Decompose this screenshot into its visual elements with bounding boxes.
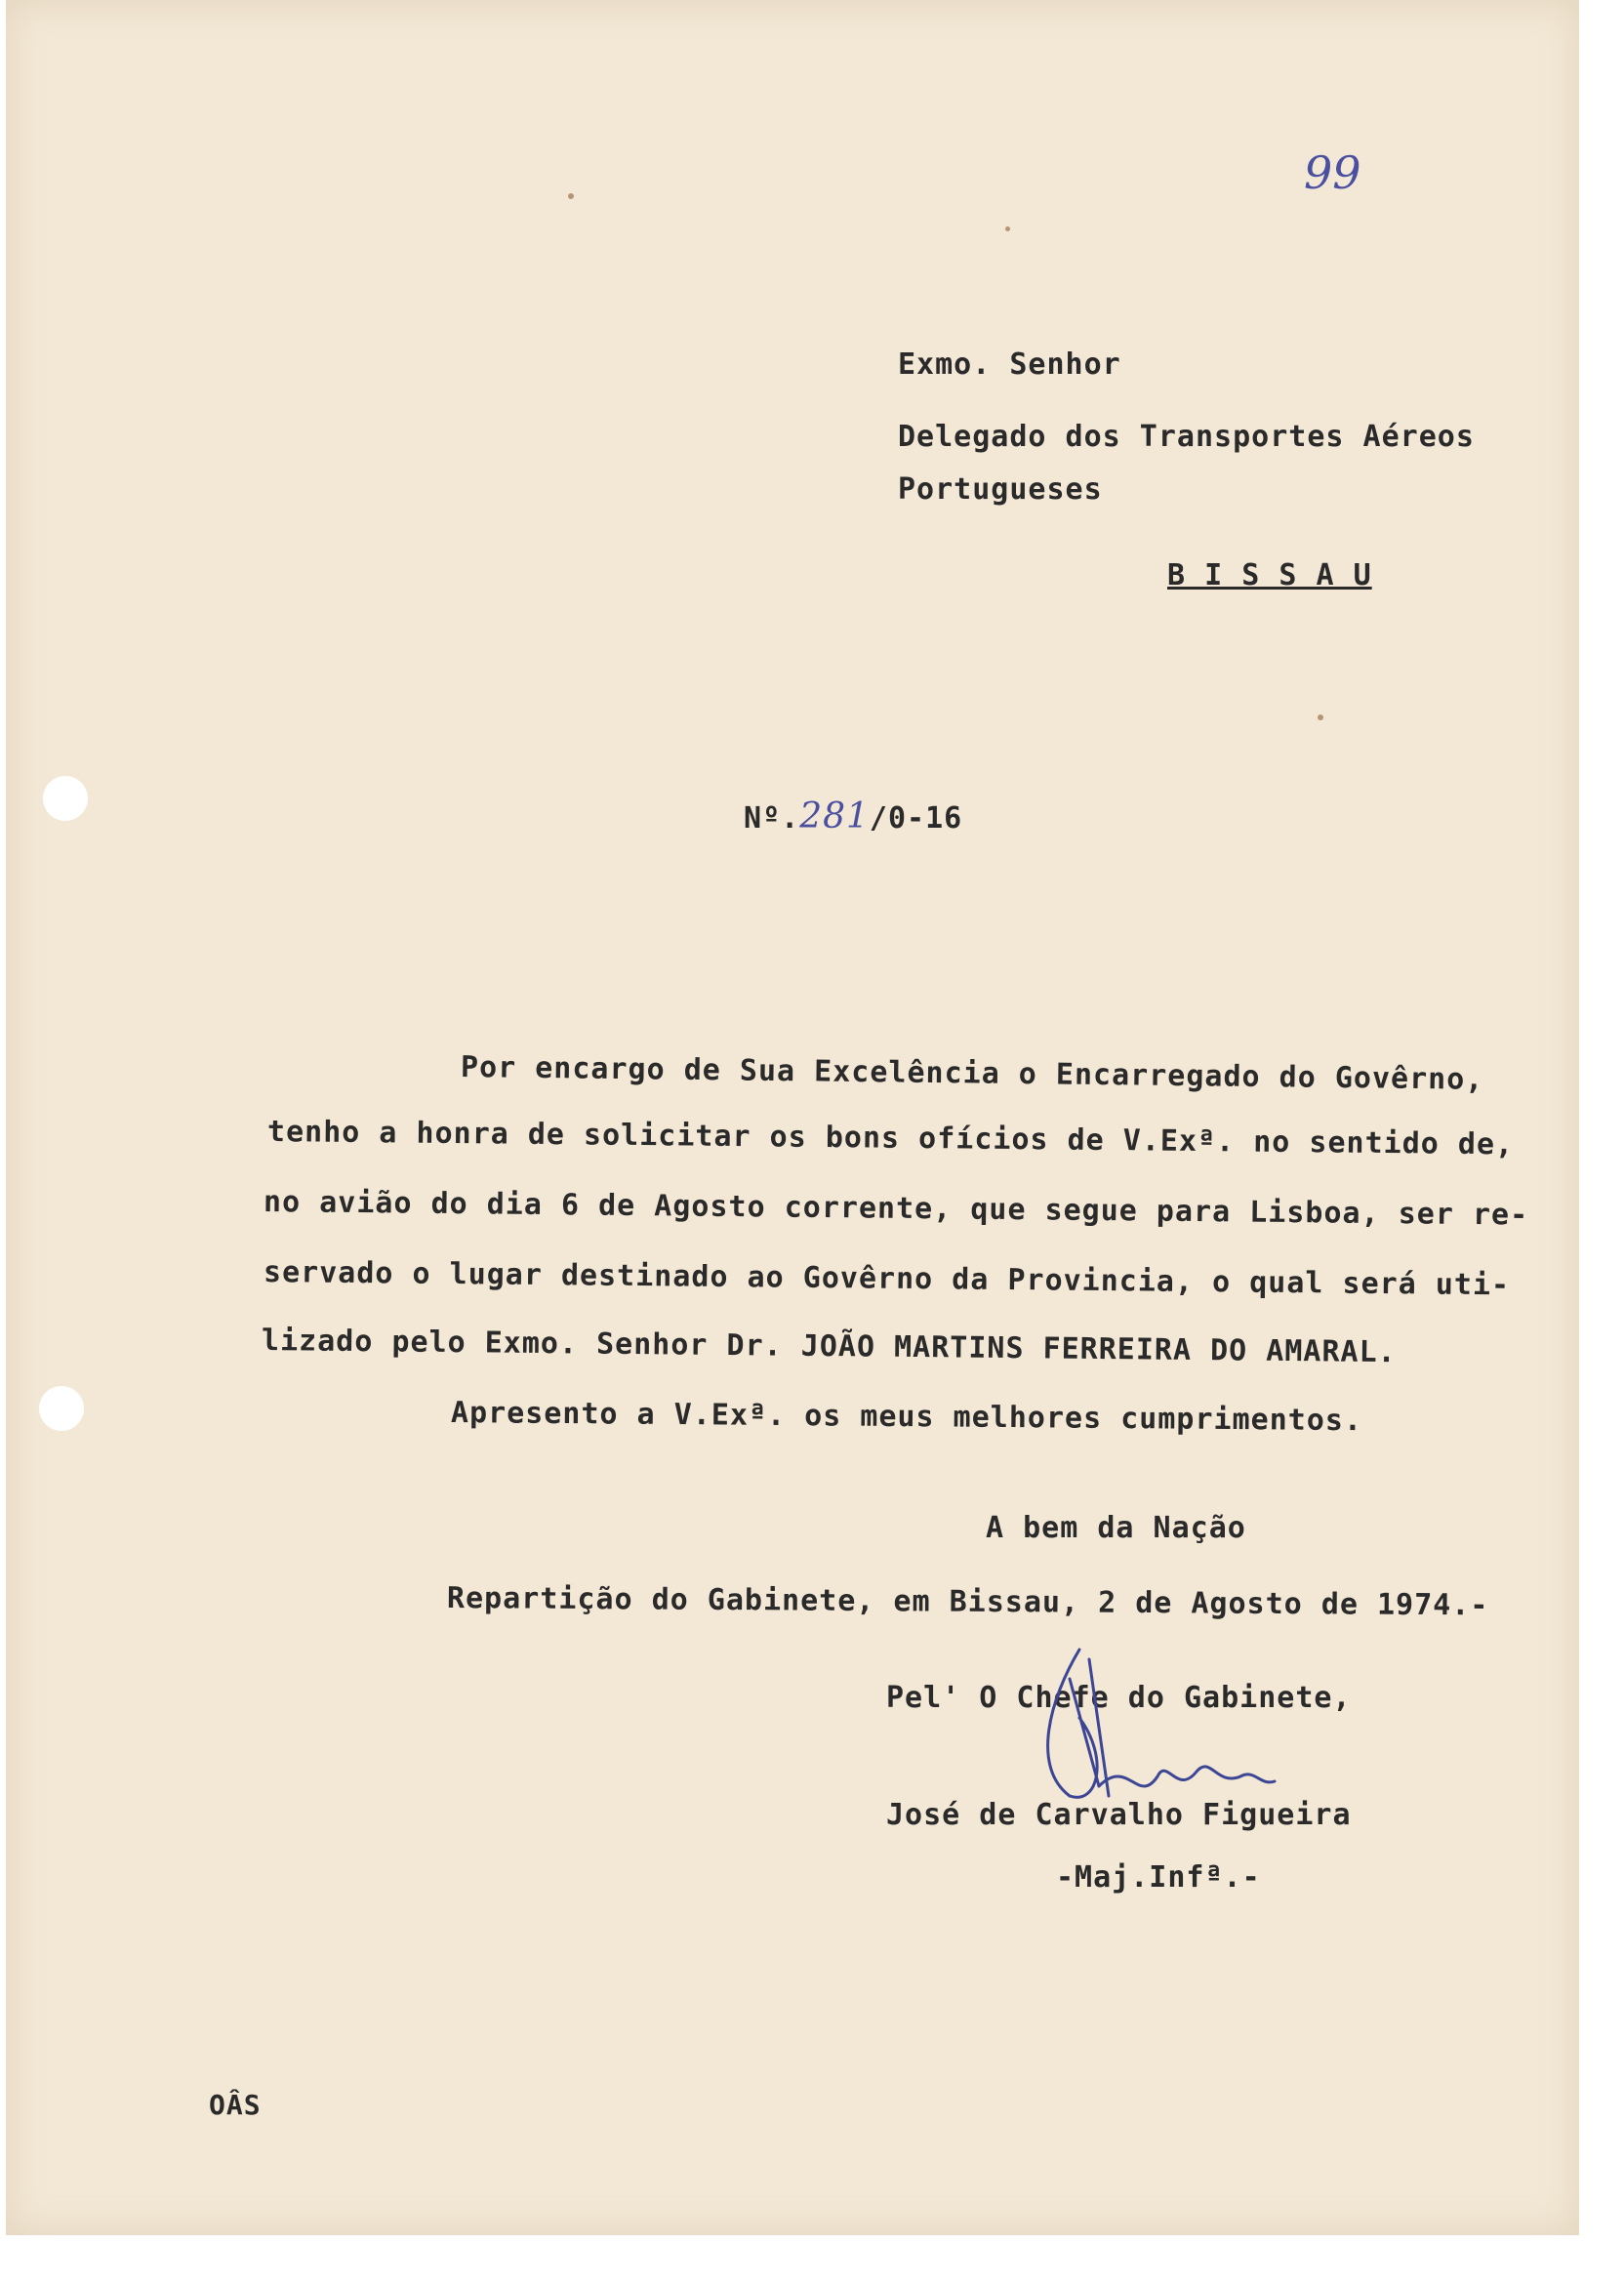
body-line: lizado pelo Exmo. Senhor Dr. JOÃO MARTINS FERREIRA DO AMARAL. [261, 1324, 1397, 1370]
recipient-title-line1: Delegado dos Transportes Aéreos [898, 420, 1475, 454]
closing-motto: A bem da Nação [986, 1511, 1246, 1545]
punch-hole-top [43, 776, 88, 821]
stain [1318, 714, 1323, 720]
stain [1005, 226, 1010, 231]
recipient-city: B I S S A U [1167, 558, 1372, 592]
salutation: Exmo. Senhor [898, 347, 1121, 382]
signatory-rank: -Maj.Infª.- [1056, 1860, 1261, 1895]
signatory-name: José de Carvalho Figueira [886, 1798, 1352, 1832]
body-line: tenho a honra de solicitar os bons ofícios de V.Exª. no sentido de, [266, 1115, 1515, 1162]
body-greeting: Apresento a V.Exª. os meus melhores cumprimentos. [450, 1396, 1363, 1439]
handwritten-signature [1011, 1640, 1304, 1815]
stain [568, 193, 574, 199]
body-line: servado o lugar destinado ao Govêrno da Provincia, o qual será uti- [263, 1255, 1511, 1303]
recipient-title-line2: Portugueses [898, 472, 1103, 507]
closing-place-date: Repartição do Gabinete, em Bissau, 2 de Agosto de 1974.- [446, 1581, 1489, 1623]
letter-page [6, 0, 1579, 2235]
punch-hole-bottom [39, 1386, 84, 1431]
page-number-annotation: 99 [1304, 146, 1361, 199]
body-line: no avião do dia 6 de Agosto corrente, que segue para Lisboa, ser re- [263, 1185, 1529, 1233]
body-line: Por encargo de Sua Excelência o Encarregado do Govêrno, [460, 1050, 1484, 1097]
reference-handwritten-number: 281 [799, 796, 870, 836]
closing-on-behalf: Pel' O Chefe do Gabinete, [886, 1681, 1352, 1715]
reference-number [744, 796, 962, 836]
reference-suffix: /0-16 [869, 801, 963, 836]
typist-initials: OÂS [209, 2089, 262, 2121]
reference-prefix: Nº. [744, 801, 800, 836]
